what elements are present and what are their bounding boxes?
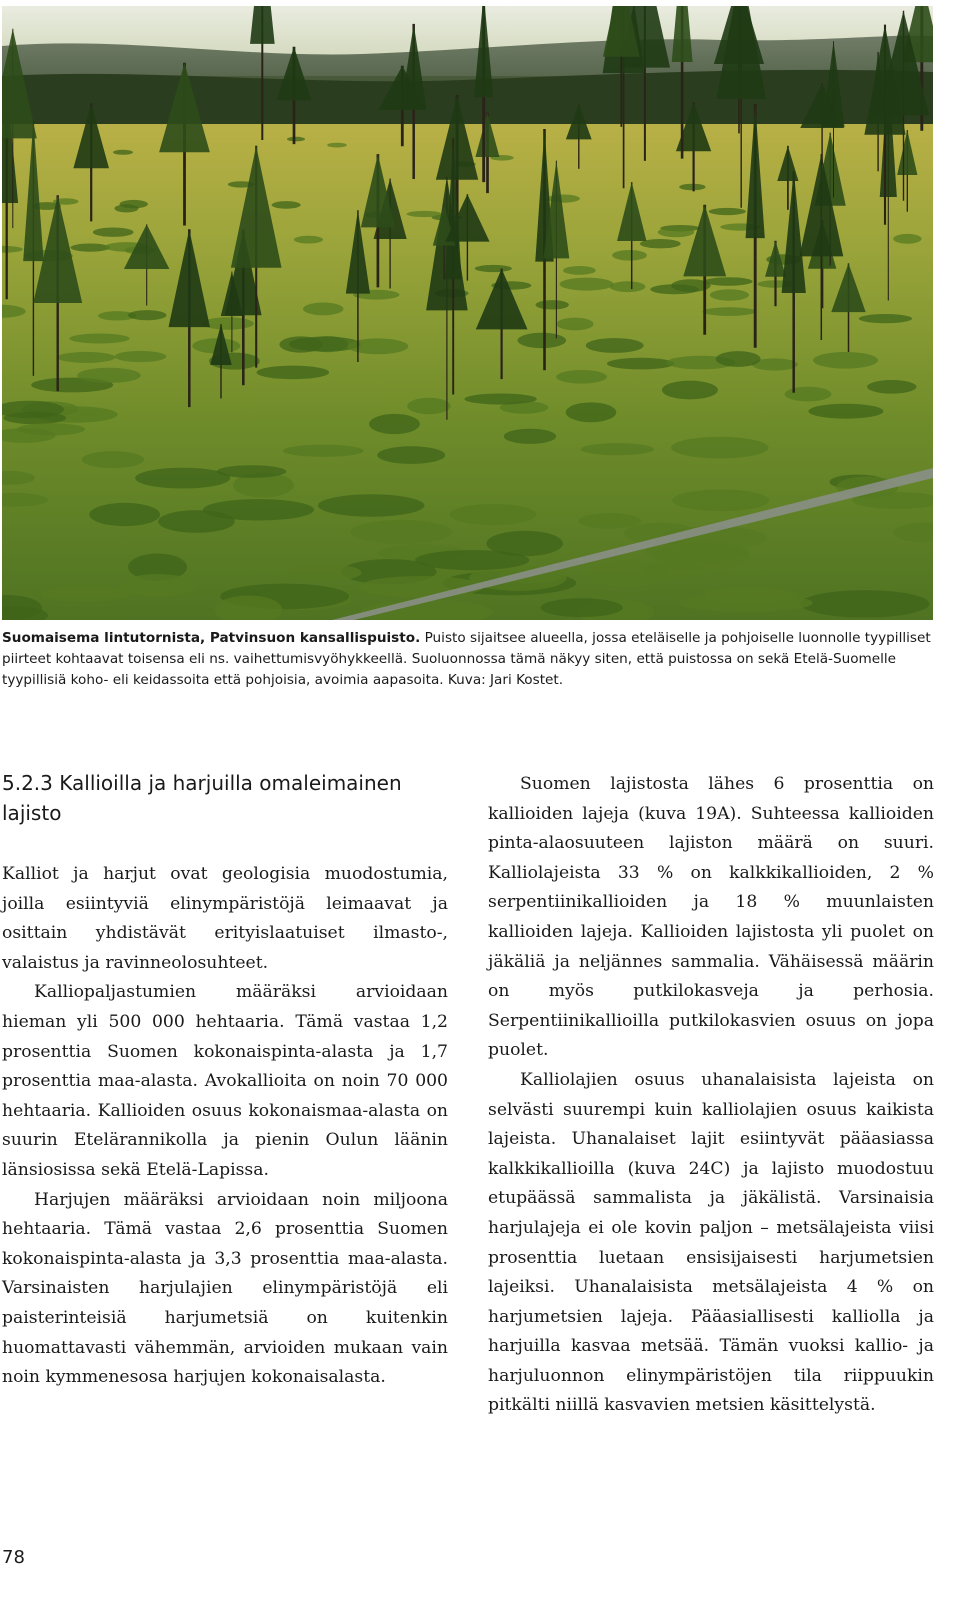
left-paragraph-1: Kalliot ja harjut ovat geologisia muodostumia, joilla esiintyviä elinympäristöjä leimaavat ja osittain yhdistävät erityislaatuiset ilmasto-, valaistus ja ravinneolosuhteet.: [2, 864, 448, 973]
photo-caption: [2, 628, 936, 691]
right-column: [488, 770, 934, 1421]
bog-landscape-photo: [2, 6, 933, 620]
left-paragraph-3: Harjujen määräksi arvioidaan noin miljoona hehtaaria. Tämä vastaa 2,6 prosenttia Suomen kokonaispinta-alasta ja 3,3 prosenttia maa-alasta. Varsinaisten harjulajien elinympäristöjä eli paisterinteisiä harjumetsiä on kuitenkin huomattavasti vähemmän, arvioiden mukaan vain noin kymmenesosa harjujen kokonaisalasta.: [2, 1189, 448, 1388]
left-column: [2, 860, 448, 1393]
caption-title: Suomaisema lintutornista, Patvinsuon kansallispuisto.: [2, 630, 421, 646]
left-paragraph-2: Kalliopaljastumien määräksi arvioidaan hieman yli 500 000 hehtaaria. Tämä vastaa 1,2 prosenttia Suomen kokonaispinta-alasta ja 1,7 prosenttia maa-alasta. Avokallioita on noin 70 000 hehtaaria. Kallioiden osuus kokonaismaa-alasta on suurin Etelärannikolla ja pienin Oulun läänin länsiosissa sekä Etelä-Lapissa.: [2, 982, 448, 1180]
right-paragraph-1: Suomen lajistosta lähes 6 prosenttia on kallioiden lajeja (kuva 19A). Suhteessa kallioiden pinta-alaosuuteen lajiston määrä on suuri. Kalliolajeista 33 % on kalkkikallioiden, 2 % serpentiinikallioiden ja 18 % muunlaisten kallioiden lajeja. Kallioiden lajistosta yli puolet on jäkäliä ja neljännes sammalia. Vähäisessä määrin on myös putkilokasveja ja perhosia. Serpentiinikallioilla putkilokasvien osuus on jopa puolet.: [488, 774, 934, 1061]
page-number: 78: [2, 1547, 25, 1568]
section-heading: 5.2.3 Kallioilla ja harjuilla omaleimainen lajisto: [2, 771, 402, 825]
right-paragraph-2: Kalliolajien osuus uhanalaisista lajeista on selvästi suurempi kuin kalliolajien osuus kaikista lajeista. Uhanalaiset lajit esiintyvät pääasiassa kalkkikallioilla (kuva 24C) ja lajisto muodostuu etupäässä sammalista ja jäkälistä. Varsinaisia harjulajeja ei ole kovin paljon – metsälajeista viisi prosenttia luetaan ensisijaisesti harjumetsien lajeiksi. Uhanalaisista metsälajeista 4 % on harjumetsien lajeja. Pääasiallisesti kalliolla ja harjuilla kasvaa metsää. Tämän vuoksi kallio- ja harjuluonnon elinympäristöjen tila riippuukin pitkälti niillä kasvavien metsien käsittelystä.: [488, 1069, 934, 1416]
caption-text: Puisto sijaitsee alueella, jossa eteläiselle ja pohjoiselle luonnolle tyypilliset piirteet kohtaavat toisensa eli ns. vaihettumisvyöhykkeellä. Suoluonnossa tämä näkyy siten, että puistossa on sekä Etelä-Suomelle tyypillisiä koho- eli keidassoita että pohjoisia, avoimia aapasoita. Kuva: Jari Kostet.: [2, 630, 931, 688]
